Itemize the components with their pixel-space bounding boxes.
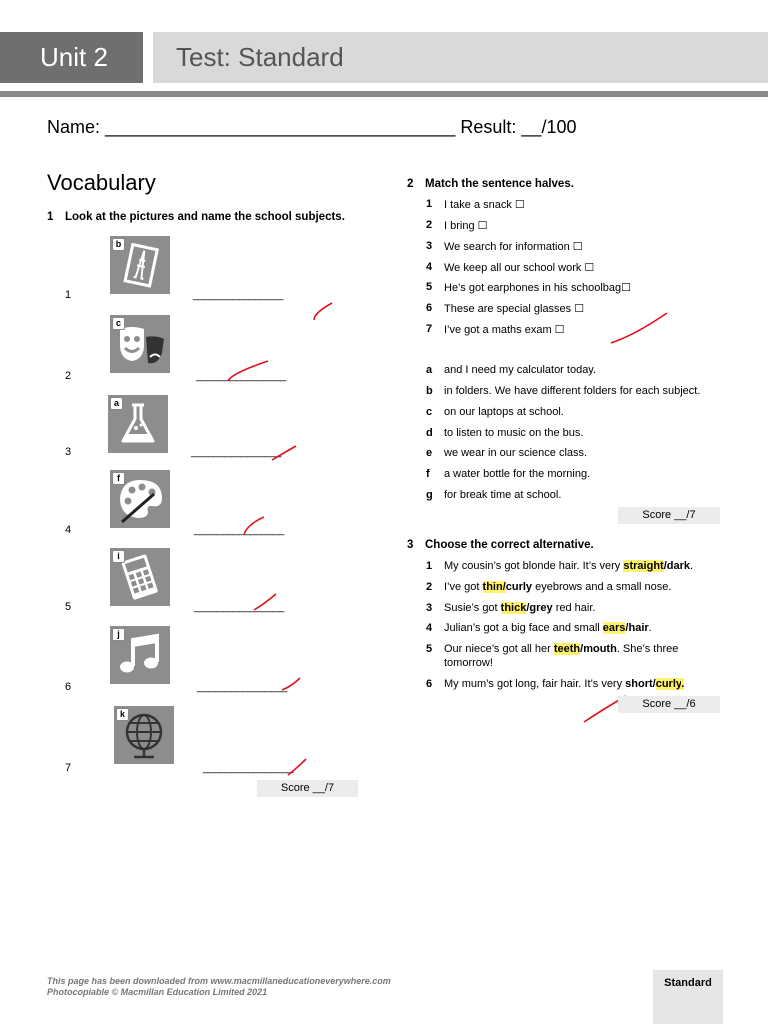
option[interactable]: dark [666, 560, 691, 572]
footer-copyright [47, 976, 391, 998]
section-title: Vocabulary [47, 170, 156, 195]
option[interactable]: short [625, 678, 653, 690]
picture-geography [114, 706, 174, 764]
picture-music [110, 626, 170, 684]
selected-option[interactable]: thin/ [482, 581, 506, 593]
q3-number: 3 [407, 539, 414, 551]
red-tick-mark [238, 512, 278, 537]
q3-item-continuation: tomorrow! [444, 657, 493, 669]
q1-item-number: 4 [65, 524, 72, 536]
picture-maths [110, 548, 170, 606]
red-tick-mark [220, 355, 280, 385]
red-tick-mark [276, 674, 316, 699]
picture-letter: f [112, 472, 125, 485]
q2-heading [407, 178, 574, 190]
header-divider [0, 91, 768, 97]
option[interactable]: hair [628, 622, 649, 634]
picture-art [110, 470, 170, 528]
option[interactable]: curly [505, 581, 533, 593]
selected-option[interactable]: ears [602, 622, 626, 634]
picture-letter: a [110, 397, 123, 410]
q1-item-number: 6 [65, 681, 72, 693]
picture-letter: b [112, 238, 125, 251]
q2-instruction: Match the sentence halves. [425, 178, 574, 190]
answer-blank[interactable]: ________________ [196, 370, 286, 382]
q1-item-number: 7 [65, 762, 72, 774]
answer-blank[interactable]: ________________ [203, 762, 293, 774]
unit-label: Unit 2 [0, 32, 143, 83]
test-title: Test: Standard [153, 32, 768, 83]
q1-score: Score __/7 [257, 780, 358, 797]
picture-letter: j [112, 628, 125, 641]
footer-download-line: This page has been downloaded from www.macmillaneducationeverywhere.com [47, 976, 391, 986]
answer-blank[interactable]: ________________ [191, 446, 281, 458]
red-tick-mark [248, 590, 288, 615]
footer-photocopiable-line: Photocopiable © Macmillan Education Limited 2021 [47, 987, 268, 997]
q1-item-number: 5 [65, 601, 72, 613]
q3-instruction: Choose the correct alternative. [425, 539, 594, 551]
q1-heading [47, 211, 345, 223]
selected-option[interactable]: curly [655, 678, 682, 690]
q1-item-number: 2 [65, 370, 72, 382]
q1-item-number: 3 [65, 446, 72, 458]
option[interactable]: grey [529, 602, 553, 614]
answer-blank[interactable]: ________________ [194, 601, 284, 613]
q3-heading [407, 539, 594, 551]
red-tick-mark [268, 440, 308, 465]
red-tick-mark [282, 755, 322, 780]
answer-blank[interactable]: ________________ [197, 681, 287, 693]
picture-letter: k [116, 708, 129, 721]
q1-number: 1 [47, 211, 54, 223]
selected-option[interactable]: teeth [553, 643, 581, 655]
answer-blank[interactable]: ________________ [193, 289, 283, 301]
picture-letter: i [112, 550, 125, 563]
picture-drama [110, 315, 170, 373]
picture-french [110, 236, 170, 294]
picture-letter: c [112, 317, 125, 330]
q3-score: Score __/6 [618, 696, 720, 713]
q1-instruction: Look at the pictures and name the school subjects. [65, 211, 345, 223]
picture-science [108, 395, 168, 453]
q1-item-number: 1 [65, 289, 72, 301]
name-result-line: Name: ___________________________________ Result: __/100 [47, 117, 577, 137]
red-tick-mark [300, 295, 340, 325]
level-badge: Standard [653, 970, 723, 1024]
q2-number: 2 [407, 178, 414, 190]
selected-option[interactable]: straight [623, 560, 664, 572]
q2-score: Score __/7 [618, 507, 720, 524]
answer-blank[interactable]: ________________ [194, 524, 284, 536]
red-tick-mark [605, 305, 675, 350]
selected-option[interactable]: thick [500, 602, 527, 614]
option[interactable]: mouth [583, 643, 617, 655]
